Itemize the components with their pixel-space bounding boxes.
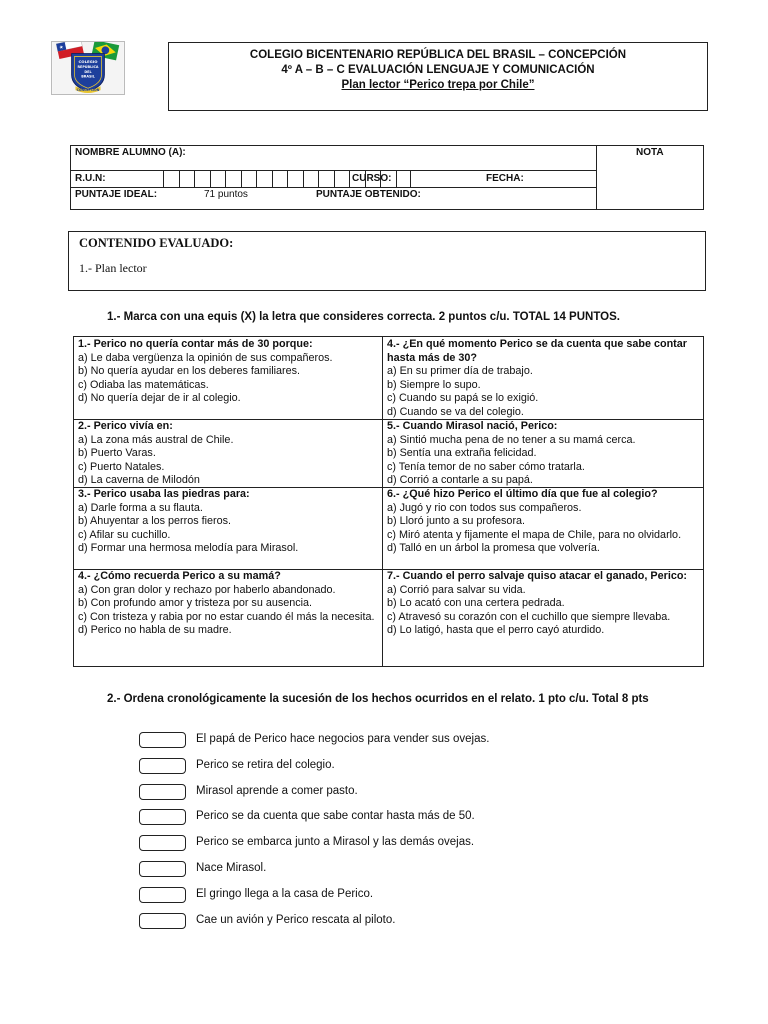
option-a[interactable]: a) Sintió mucha pena de no tener a su mamá cerca. (387, 433, 636, 446)
school-crest-icon (52, 42, 124, 94)
option-b[interactable]: b) Siempre lo supo. (387, 378, 481, 391)
order-number-box[interactable] (139, 835, 186, 851)
order-number-box[interactable] (139, 887, 186, 903)
option-d[interactable]: d) Formar una hermosa melodía para Mirasol. (78, 542, 299, 555)
curso-label: CURSO: (352, 173, 392, 184)
question-text: 6.- ¿Qué hizo Perico el último día que fue al colegio? (387, 488, 658, 500)
logo-banner: CONCEPCIÓN (76, 88, 100, 93)
option-d[interactable]: d) Corrió a contarle a su papá. (387, 474, 533, 487)
order-number-box[interactable] (139, 784, 186, 800)
option-b[interactable]: b) No quería ayudar en los deberes familiares. (78, 365, 301, 378)
school-name: COLEGIO BICENTENARIO REPÚBLICA DEL BRASIL – CONCEPCIÓN (249, 49, 627, 61)
option-b[interactable]: b) Puerto Varas. (78, 447, 156, 460)
header-box (168, 42, 708, 111)
option-a[interactable]: a) Darle forma a su flauta. (78, 501, 203, 514)
option-d[interactable]: d) Cuando se va del colegio. (387, 405, 524, 418)
option-c[interactable]: c) Miró atenta y fijamente el mapa de Chile, para no olvidarlo. (387, 528, 682, 541)
question-cell (74, 337, 382, 406)
contenido-box (68, 231, 706, 291)
logo-text-2: REPÚBLICA (77, 65, 99, 69)
option-b[interactable]: b) Sentía una extraña felicidad. (387, 447, 537, 460)
option-c[interactable]: c) Odiaba las matemáticas. (78, 378, 209, 391)
order-item-text: Perico se embarca junto a Mirasol y las demás ovejas. (196, 836, 475, 848)
option-d[interactable]: d) Lo latigó, hasta que el perro cayó aturdido. (387, 624, 605, 637)
puntaje-ideal-value: 71 puntos (204, 189, 248, 200)
order-item-text: El papá de Perico hace negocios para vender sus ovejas. (196, 733, 490, 745)
plan-title: Plan lector “Perico trepa por Chile” (341, 79, 535, 91)
order-item-text: Nace Mirasol. (196, 862, 267, 874)
option-b[interactable]: b) Ahuyentar a los perros fieros. (78, 515, 232, 528)
puntaje-row (71, 188, 597, 208)
option-c[interactable]: c) Con tristeza y rabia por no estar cuando él más la necesita. (78, 610, 375, 623)
option-b[interactable]: b) Lo acató con una certera pedrada. (387, 597, 565, 610)
question-cell (74, 487, 382, 556)
question-cell (74, 419, 382, 488)
question-text: 2.- Perico vivía en: (78, 420, 173, 432)
option-d[interactable]: d) Talló en un árbol la promesa que volvería. (387, 542, 600, 555)
option-c[interactable]: c) Afilar su cuchillo. (78, 528, 171, 541)
logo-text-4: BRASIL (81, 74, 95, 79)
svg-text:★: ★ (58, 45, 65, 52)
question-cell (74, 569, 382, 638)
contenido-title: CONTENIDO EVALUADO: (79, 236, 234, 250)
option-d[interactable]: d) Perico no habla de su madre. (78, 624, 232, 637)
order-item-text: Mirasol aprende a comer pasto. (196, 785, 358, 797)
option-a[interactable]: a) Le daba vergüenza la opinión de sus compañeros. (78, 351, 333, 364)
evaluation-title: 4º A – B – C EVALUACIÓN LENGUAJE Y COMUNICACIÓN (281, 64, 595, 76)
logo-text-3: DEL (84, 69, 92, 74)
fecha-label: FECHA: (486, 173, 524, 184)
option-b[interactable]: b) Con profundo amor y tristeza por su ausencia. (78, 597, 313, 610)
run-label: R.U.N: (75, 173, 106, 184)
section2-instruction: 2.- Ordena cronológicamente la sucesión de los hechos ocurridos en el relato. 1 pto c/u. Total 8 pts (107, 693, 649, 705)
question-text: 5.- Cuando Mirasol nació, Perico: (387, 420, 558, 432)
option-b[interactable]: b) Lloró junto a su profesora. (387, 515, 526, 528)
puntaje-obtenido-label: PUNTAJE OBTENIDO: (316, 189, 421, 200)
question-text: 7.- Cuando el perro salvaje quiso atacar el ganado, Perico: (387, 570, 688, 582)
option-c[interactable]: c) Atravesó su corazón con el cuchillo que siempre llevaba. (387, 610, 671, 623)
student-info-table (70, 145, 704, 210)
question-text: 4.- ¿Cómo recuerda Perico a su mamá? (78, 570, 281, 582)
order-number-box[interactable] (139, 913, 186, 929)
question-cell (383, 419, 703, 488)
option-d[interactable]: d) La caverna de Milodón (78, 474, 200, 487)
section1-instruction: 1.- Marca con una equis (X) la letra que consideres correcta. 2 puntos c/u. TOTAL 14 PUNTOS. (107, 311, 620, 323)
question-text: 3.- Perico usaba las piedras para: (78, 488, 250, 500)
run-row (71, 171, 597, 188)
logo-text-1: COLEGIO (78, 59, 98, 65)
order-item-text: El gringo llega a la casa de Perico. (196, 888, 374, 900)
contenido-item: 1.- Plan lector (79, 261, 147, 275)
order-number-box[interactable] (139, 809, 186, 825)
puntaje-ideal-label: PUNTAJE IDEAL: (75, 189, 158, 200)
order-item-text: Cae un avión y Perico rescata al piloto. (196, 914, 396, 926)
order-item-text: Perico se retira del colegio. (196, 759, 335, 771)
nota-label: NOTA (636, 147, 664, 158)
option-a[interactable]: a) Corrió para salvar su vida. (387, 583, 526, 596)
option-a[interactable]: a) Con gran dolor y rechazo por haberlo abandonado. (78, 583, 336, 596)
question-text: 4.- ¿En qué momento Perico se da cuenta que sabe contar hasta más de 30? (387, 338, 687, 364)
option-a[interactable]: a) Jugó y rio con todos sus compañeros. (387, 501, 582, 514)
option-a[interactable]: a) En su primer día de trabajo. (387, 365, 533, 378)
option-c[interactable]: c) Tenía temor de no saber cómo tratarla. (387, 460, 585, 473)
question-text: 1.- Perico no quería contar más de 30 porque: (78, 338, 313, 350)
order-number-box[interactable] (139, 732, 186, 748)
question-grid (73, 336, 704, 667)
name-row[interactable] (71, 146, 597, 171)
student-info-fields (71, 146, 597, 209)
option-d[interactable]: d) No quería dejar de ir al colegio. (78, 392, 241, 405)
order-number-box[interactable] (139, 861, 186, 877)
question-cell (383, 569, 703, 638)
option-c[interactable]: c) Puerto Natales. (78, 460, 165, 473)
question-cell (383, 487, 703, 556)
order-item-text: Perico se da cuenta que sabe contar hasta más de 50. (196, 810, 475, 822)
option-c[interactable]: c) Cuando su papá se lo exigió. (387, 392, 539, 405)
order-number-box[interactable] (139, 758, 186, 774)
school-logo (51, 41, 125, 95)
name-label: NOMBRE ALUMNO (A): (75, 147, 186, 158)
option-a[interactable]: a) La zona más austral de Chile. (78, 433, 234, 446)
question-cell (383, 337, 703, 420)
